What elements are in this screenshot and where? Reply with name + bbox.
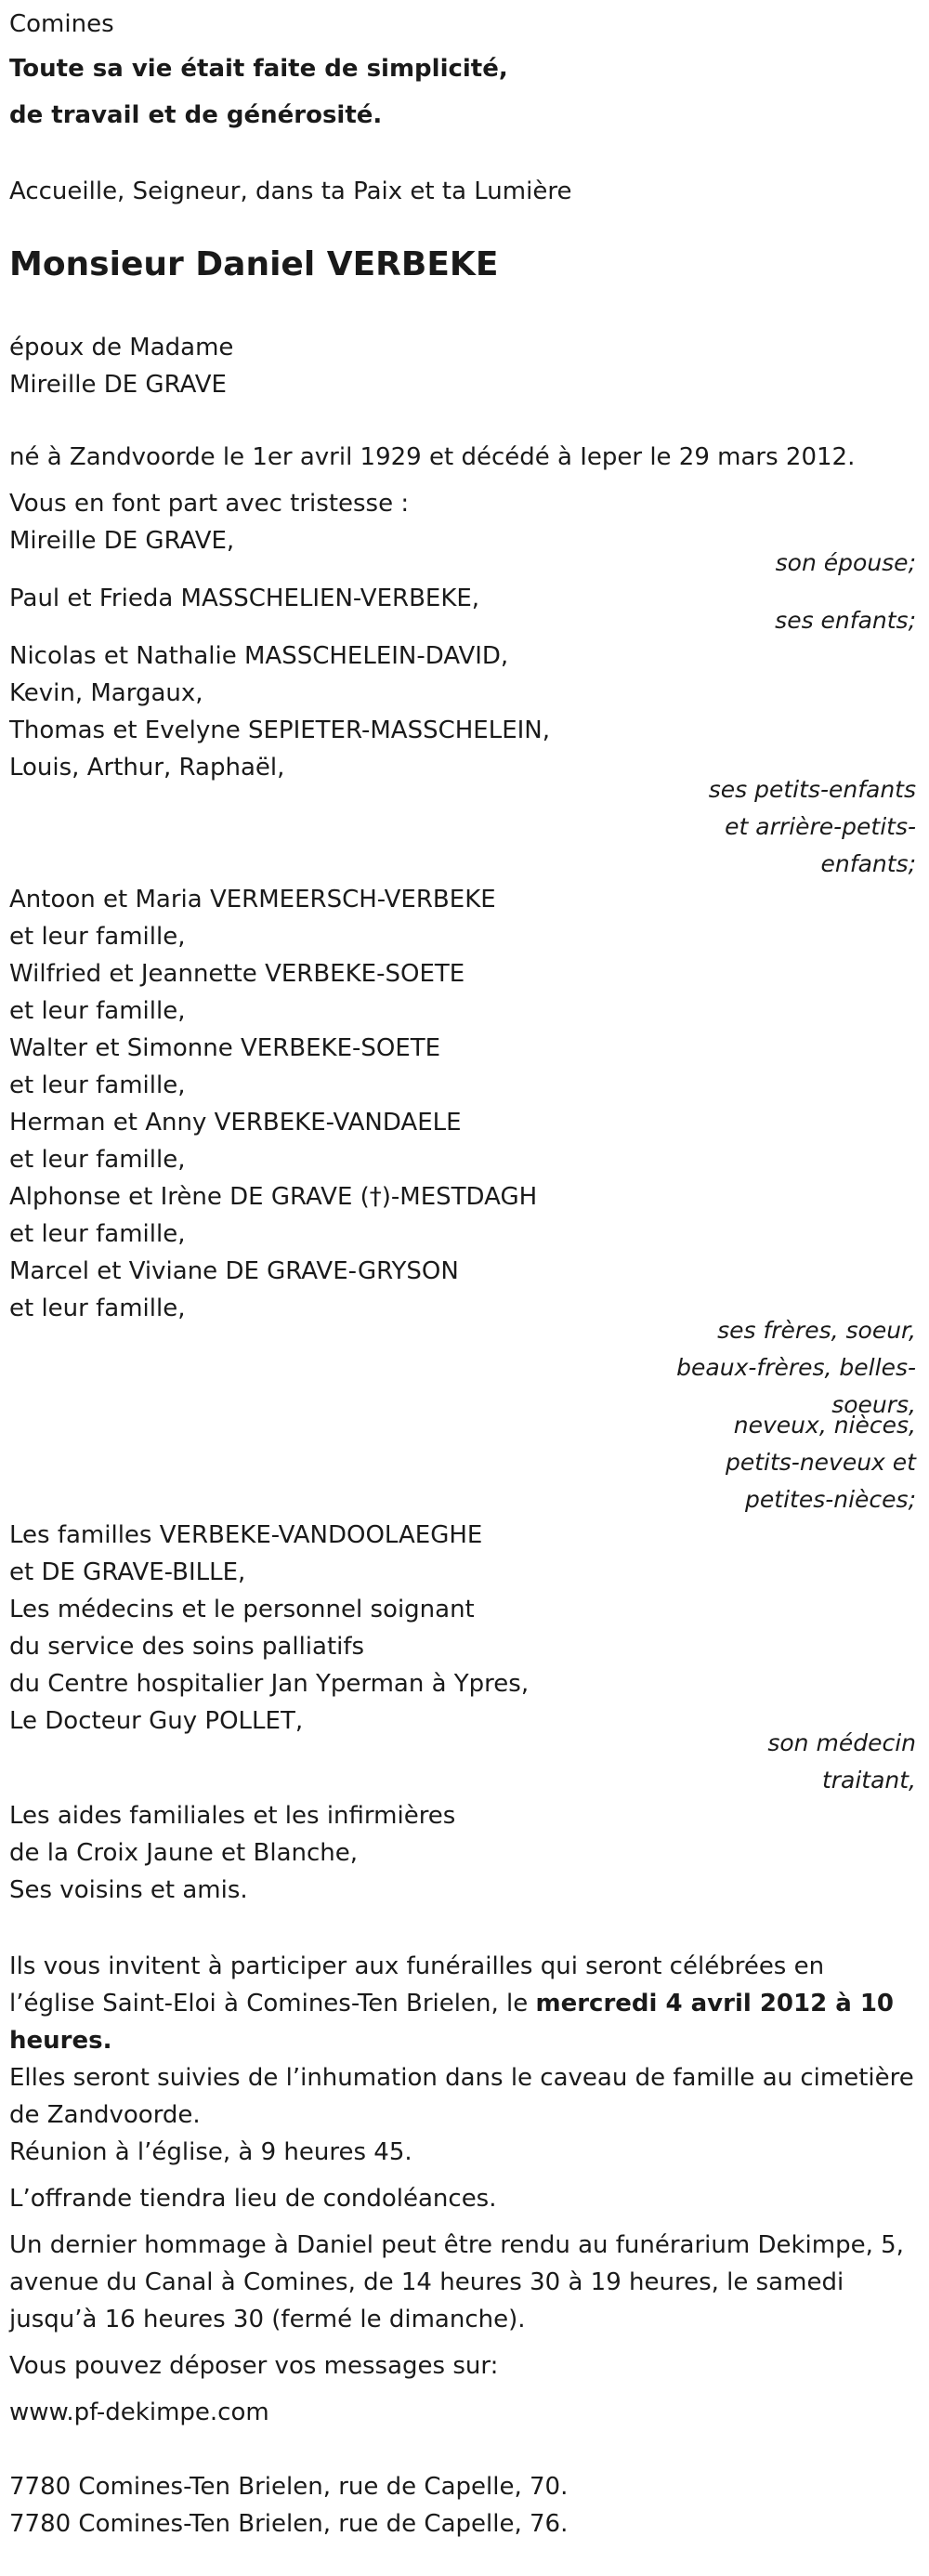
spouse-intro-line-1: époux de Madame — [9, 334, 234, 361]
funeral-intro: Ils vous invitent à participer aux funérailles qui seront célébrées en l’église Saint-Eloi à Comines-Ten Brielen, le — [9, 1952, 825, 2017]
family-line: de la Croix Jaune et Blanche, — [9, 1839, 359, 1867]
family-line: Nicolas et Nathalie MASSCHELEIN-DAVID, — [9, 642, 509, 670]
messages-paragraph: Vous pouvez déposer vos messages sur: — [9, 2352, 499, 2380]
family-line: et leur famille, — [9, 1295, 186, 1322]
role-nephews-2: petits-neveux et — [725, 1449, 916, 1476]
family-line: Alphonse et Irène DE GRAVE (†)-MESTDAGH — [9, 1183, 538, 1211]
family-line: Wilfried et Jeannette VERBEKE-SOETE — [9, 960, 465, 988]
role-doctor-1: son médecin — [767, 1729, 916, 1756]
role-siblings-1: ses frères, soeur, — [717, 1317, 916, 1344]
family-line: Mireille DE GRAVE, — [9, 527, 235, 555]
birth-death: né à Zandvoorde le 1er avril 1929 et décédé à Ieper le 29 mars 2012. — [9, 443, 856, 471]
funeral-paragraph — [9, 1948, 915, 2059]
role-siblings-3: soeurs, — [831, 1391, 916, 1418]
family-line: et leur famille, — [9, 997, 186, 1025]
tribute-paragraph: Un dernier hommage à Daniel peut être rendu au funérarium Dekimpe, 5, avenue du Canal à Comines, de 14 heures 30 à 19 heures, le samedi jusqu’à 16 heures 30 (fermé le dimanche). — [9, 2231, 904, 2333]
funeral-date: mercredi 4 avril 2012 à 10 heures. — [9, 1990, 895, 2055]
family-line: Walter et Simonne VERBEKE-SOETE — [9, 1034, 441, 1062]
family-line: et leur famille, — [9, 1071, 186, 1099]
family-line: Paul et Frieda MASSCHELIEN-VERBEKE, — [9, 585, 480, 612]
family-line: du service des soins palliatifs — [9, 1633, 365, 1661]
offering-paragraph: L’offrande tiendra lieu de condoléances. — [9, 2185, 497, 2213]
family-line: Les familles VERBEKE-VANDOOLAEGHE — [9, 1521, 483, 1549]
family-line: et leur famille, — [9, 923, 186, 951]
family-line: et leur famille, — [9, 1220, 186, 1248]
address-line-1: 7780 Comines-Ten Brielen, rue de Capelle, 70. — [9, 2473, 569, 2501]
website-link[interactable]: www.pf-dekimpe.com — [9, 2399, 269, 2426]
role-children: ses enfants; — [775, 607, 916, 634]
prayer: Accueille, Seigneur, dans ta Paix et ta Lumière — [9, 177, 572, 205]
motto-line-2: de travail et de générosité. — [9, 101, 383, 129]
family-line: Herman et Anny VERBEKE-VANDAELE — [9, 1109, 462, 1137]
role-grandchildren-3: enfants; — [820, 850, 916, 877]
deceased-name: Monsieur Daniel VERBEKE — [9, 245, 499, 283]
location: Comines — [9, 10, 114, 38]
role-siblings-2: beaux-frères, belles- — [676, 1354, 916, 1381]
role-doctor-2: traitant, — [821, 1767, 916, 1794]
family-line: Antoon et Maria VERMEERSCH-VERBEKE — [9, 886, 496, 913]
family-line: Marcel et Viviane DE GRAVE-GRYSON — [9, 1257, 459, 1285]
role-grandchildren-2: et arrière-petits- — [725, 813, 916, 840]
family-line: Louis, Arthur, Raphaël, — [9, 754, 285, 782]
address-line-2: 7780 Comines-Ten Brielen, rue de Capelle, 76. — [9, 2510, 569, 2538]
family-line: et DE GRAVE-BILLE, — [9, 1558, 246, 1586]
family-line: Thomas et Evelyne SEPIETER-MASSCHELEIN, — [9, 716, 551, 744]
announce: Vous en font part avec tristesse : — [9, 490, 410, 518]
family-line: et leur famille, — [9, 1146, 186, 1174]
role-grandchildren-1: ses petits-enfants — [708, 776, 916, 803]
meeting-paragraph: Réunion à l’église, à 9 heures 45. — [9, 2138, 412, 2166]
role-nephews-1: neveux, nièces, — [733, 1412, 916, 1439]
role-spouse: son épouse; — [775, 549, 916, 576]
family-line: du Centre hospitalier Jan Yperman à Ypres, — [9, 1670, 530, 1698]
family-line: Kevin, Margaux, — [9, 679, 203, 707]
family-line: Les médecins et le personnel soignant — [9, 1596, 475, 1623]
burial-paragraph: Elles seront suivies de l’inhumation dans le caveau de famille au cimetière de Zandvoorde. — [9, 2064, 914, 2129]
family-line: Le Docteur Guy POLLET, — [9, 1707, 304, 1735]
family-line: Ses voisins et amis. — [9, 1876, 248, 1904]
role-nephews-3: petites-nièces; — [745, 1486, 916, 1513]
motto-line-1: Toute sa vie était faite de simplicité, — [9, 55, 508, 83]
family-line: Les aides familiales et les infirmières — [9, 1802, 456, 1830]
spouse-intro-line-2: Mireille DE GRAVE — [9, 371, 227, 399]
